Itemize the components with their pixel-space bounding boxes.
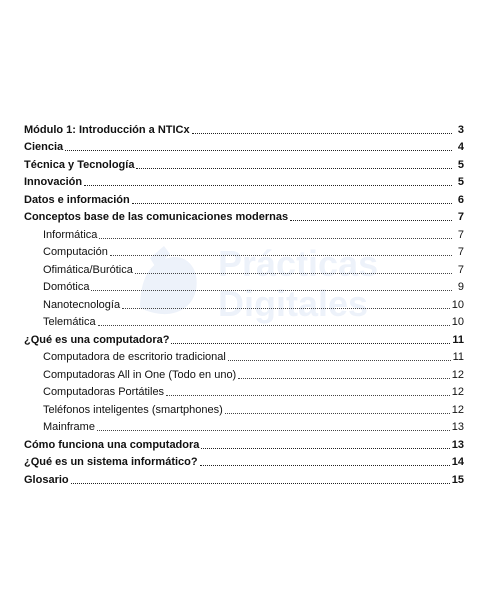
toc-page-number: 11	[452, 351, 464, 363]
toc-entry-title: Computadoras All in One (Todo en uno)	[43, 368, 237, 381]
toc-dot-leader	[136, 166, 452, 169]
toc-page-number: 6	[457, 193, 464, 206]
toc-page-number: 12	[451, 368, 464, 381]
toc-page-number: 4	[457, 141, 464, 153]
toc-entry-title: Módulo 1: Introducción a NTICx	[24, 123, 190, 136]
toc-page-number: 9	[457, 281, 464, 293]
toc-dot-leader	[166, 393, 450, 396]
toc-entry-title: Cómo funciona una computadora	[24, 438, 200, 451]
toc-dot-leader	[171, 341, 450, 344]
toc-subentry[interactable]	[24, 242, 464, 260]
toc-entry-title: Nanotecnología	[43, 298, 121, 311]
toc-page-number: 7	[457, 263, 464, 276]
toc-subentry[interactable]	[24, 294, 464, 312]
toc-entry[interactable]	[24, 434, 464, 452]
toc-dot-leader	[84, 183, 452, 186]
toc-entry-title: Computadora de escritorio tradicional	[43, 351, 226, 363]
toc-dot-leader	[290, 218, 452, 221]
toc-entry-title: ¿Qué es un sistema informático?	[24, 456, 198, 468]
toc-page-number: 5	[457, 158, 464, 171]
toc-entry-title: Teléfonos inteligentes (smartphones)	[43, 403, 223, 416]
toc-entry-title: Ofimática/Burótica	[43, 263, 133, 276]
toc-page-number: 13	[451, 421, 464, 433]
toc-entry-title: Innovación	[24, 176, 83, 188]
toc-subentry[interactable]	[24, 399, 464, 417]
toc-subentry[interactable]	[24, 259, 464, 277]
toc-page-number: 7	[457, 211, 464, 223]
toc-entry[interactable]	[24, 172, 464, 190]
toc-entry[interactable]	[24, 207, 464, 225]
toc-subentry[interactable]	[24, 277, 464, 295]
toc-entry-title: Ciencia	[24, 141, 64, 153]
toc-dot-leader	[200, 463, 450, 466]
toc-entry[interactable]	[24, 154, 464, 172]
toc-page-number: 3	[457, 123, 464, 136]
toc-dot-leader	[225, 411, 450, 414]
toc-subentry[interactable]	[24, 382, 464, 400]
toc-subentry[interactable]	[24, 312, 464, 330]
toc-page-number: 12	[451, 403, 464, 416]
toc-dot-leader	[238, 376, 450, 379]
toc-dot-leader	[65, 148, 452, 151]
toc-entry[interactable]	[24, 137, 464, 155]
toc-dot-leader	[91, 288, 452, 291]
toc-page-number: 7	[457, 246, 464, 258]
toc-dot-leader	[135, 271, 452, 274]
toc-entry-title: Técnica y Tecnología	[24, 158, 135, 171]
toc-dot-leader	[122, 306, 450, 309]
toc-page-number: 10	[451, 298, 464, 311]
toc-entry-title: Telemática	[43, 316, 96, 328]
toc-dot-leader	[132, 201, 452, 204]
toc-entry-title: Datos e información	[24, 193, 130, 206]
toc-entry-title: Computadoras Portátiles	[43, 386, 165, 398]
toc-dot-leader	[228, 358, 451, 361]
toc-entry-title: Computación	[43, 246, 108, 258]
toc-subentry[interactable]	[24, 417, 464, 435]
toc-page-number: 14	[451, 456, 464, 468]
toc-entry-title: Mainframe	[43, 421, 95, 433]
toc-dot-leader	[99, 236, 452, 239]
toc-entry-title: Domótica	[43, 281, 90, 293]
toc-subentry[interactable]	[24, 224, 464, 242]
toc-entry[interactable]	[24, 189, 464, 207]
toc-page-number: 11	[452, 333, 464, 346]
toc-entry-title: ¿Qué es una computadora?	[24, 333, 170, 346]
toc-dot-leader	[98, 323, 450, 326]
toc-page-number: 12	[451, 386, 464, 398]
toc-entry-title: Glosario	[24, 473, 69, 486]
toc-entry-title: Conceptos base de las comunicaciones modernas	[24, 211, 289, 223]
toc-entry[interactable]	[24, 469, 464, 487]
toc-page-number: 15	[451, 473, 464, 486]
toc-page-number: 7	[457, 228, 464, 241]
toc-entry[interactable]	[24, 119, 464, 137]
toc-entry-title: Informática	[43, 228, 98, 241]
toc-dot-leader	[97, 428, 450, 431]
toc-dot-leader	[110, 253, 452, 256]
toc-dot-leader	[201, 446, 449, 449]
toc-page-number: 10	[451, 316, 464, 328]
toc-dot-leader	[192, 131, 452, 134]
toc-subentry[interactable]	[24, 364, 464, 382]
toc-entry[interactable]	[24, 329, 464, 347]
watermark-line-1: Prácticas	[218, 243, 379, 284]
toc-page-number: 13	[451, 438, 464, 451]
toc-dot-leader	[71, 481, 450, 484]
toc-page-number: 5	[457, 176, 464, 188]
watermark-line-2: Digitales	[218, 283, 369, 324]
table-of-contents	[24, 119, 464, 487]
toc-subentry[interactable]	[24, 347, 464, 365]
toc-entry[interactable]	[24, 452, 464, 470]
